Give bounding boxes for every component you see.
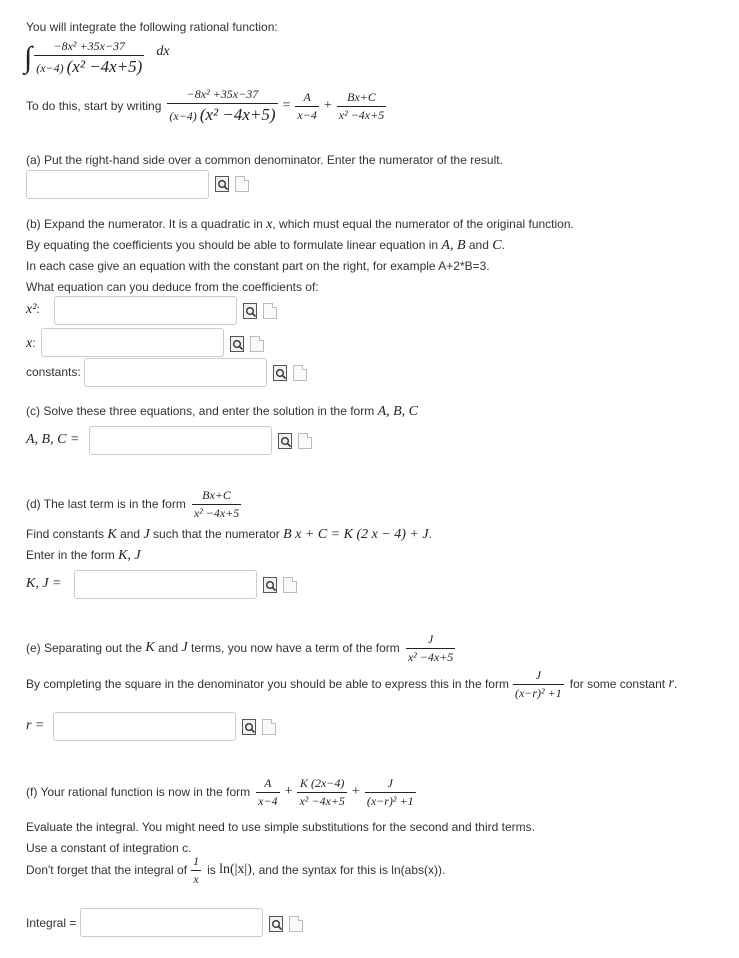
part-e-fraction-2 <box>513 668 564 701</box>
a-denominator: x−4 <box>297 107 317 122</box>
preview-icon[interactable] <box>273 365 287 381</box>
one-over-x-numerator: 1 <box>193 853 200 868</box>
part-d-line2-b: such that the numerator <box>153 527 280 541</box>
plus-sign: + <box>284 784 293 799</box>
part-f-line1 <box>26 772 418 812</box>
part-d-fraction <box>192 488 241 521</box>
x-label-text: x <box>26 336 33 351</box>
part-d-text: (d) The last term is in the form <box>26 497 186 511</box>
part-c-form: A, B, C <box>377 404 419 419</box>
x2-label <box>26 302 40 318</box>
part-f-term-2-numerator: K (2x−4) <box>299 775 345 790</box>
part-d-line2-end: . <box>428 527 432 541</box>
part-e-fraction-1 <box>406 632 455 665</box>
part-e-r: r <box>668 676 674 691</box>
preview-icon[interactable] <box>230 336 244 352</box>
part-d-j: J <box>143 527 150 542</box>
part-f-line2: Evaluate the integral. You might need to use simple substitutions for the second and third terms. <box>26 820 535 834</box>
constants-input[interactable] <box>84 358 267 387</box>
constants-label: constants: <box>26 365 81 379</box>
bc-fraction <box>337 90 386 123</box>
part-f-term-2 <box>297 776 346 809</box>
help-icon[interactable] <box>262 719 276 735</box>
part-e-numerator-1: J <box>427 631 434 646</box>
preview-icon[interactable] <box>269 916 283 932</box>
part-f-text: (f) Your rational function is now in the form <box>26 785 251 799</box>
part-e-numerator-2: J <box>535 667 541 682</box>
x2-icons <box>243 303 277 319</box>
preview-icon[interactable] <box>263 577 277 593</box>
part-e-line2-text: By completing the square in the denominator you should be able to express this in the form <box>26 677 509 691</box>
dx-symbol: dx <box>156 44 170 59</box>
plus-sign: + <box>351 784 360 799</box>
preview-icon[interactable] <box>243 303 257 319</box>
part-f-line4-c: , and the syntax for this is ln(abs(x)). <box>251 863 446 877</box>
part-d-icons <box>263 577 297 593</box>
x-coefficient-input[interactable] <box>41 328 224 357</box>
preview-icon[interactable] <box>242 719 256 735</box>
part-d-k: K <box>107 527 117 542</box>
part-c-label: A, B, C = <box>26 432 80 447</box>
a-fraction <box>295 90 318 123</box>
part-f-term-3 <box>365 776 416 809</box>
part-b-line2-end: . <box>501 238 505 252</box>
help-icon[interactable] <box>263 303 277 319</box>
part-b-line3: In each case give an equation with the constant part on the right, for example A+2*B=3. <box>26 259 490 273</box>
part-e-label: r = <box>26 718 45 733</box>
part-d-line3 <box>26 548 141 564</box>
lhs-denominator-b: (x² −4x+5) <box>199 105 276 124</box>
integrand-denominator-b: (x² −4x+5) <box>66 57 143 76</box>
part-b-line1-text: (b) Expand the numerator. It is a quadratic in <box>26 217 263 231</box>
part-a-icons <box>215 176 249 192</box>
part-e-denominator-2: (x−r)² +1 <box>514 685 562 700</box>
equals-sign: = <box>282 98 291 113</box>
bc-numerator: Bx+C <box>347 89 376 104</box>
x2-coefficient-input[interactable] <box>54 296 237 325</box>
plus-sign: + <box>323 98 332 113</box>
part-d-line2 <box>26 527 432 543</box>
part-e-denominator-1: x² −4x+5 <box>407 649 454 664</box>
part-d-line1 <box>26 486 243 522</box>
constants-icons <box>273 365 307 381</box>
x-colon: : <box>32 336 36 350</box>
part-f-line4 <box>26 855 445 885</box>
lhs-numerator: −8x² +35x−37 <box>186 87 259 101</box>
part-e-and: and <box>158 641 179 655</box>
part-c-icons <box>278 433 312 449</box>
preview-icon[interactable] <box>215 176 229 192</box>
part-b-var-c: C <box>492 238 502 253</box>
part-d-denominator: x² −4x+5 <box>193 505 240 520</box>
help-icon[interactable] <box>235 176 249 192</box>
part-d-line2-a: Find constants <box>26 527 105 541</box>
part-f-term-1 <box>256 776 279 809</box>
help-icon[interactable] <box>283 577 297 593</box>
part-d-line3-text: Enter in the form <box>26 548 115 562</box>
lhs-fraction <box>167 87 277 125</box>
part-b-line2 <box>26 238 505 254</box>
part-d-numerator: Bx+C <box>202 487 231 502</box>
intro-text: You will integrate the following rational function: <box>26 20 278 34</box>
part-e-text-a: (e) Separating out the <box>26 641 143 655</box>
part-f-line4-b: is <box>207 863 216 877</box>
part-e-icons <box>242 719 276 735</box>
x-label <box>26 336 36 352</box>
part-e-line2-end: for some constant <box>569 677 666 691</box>
part-b-vars-ab: A, B <box>441 238 466 253</box>
part-a-text: (a) Put the right-hand side over a common denominator. Enter the numerator of the result. <box>26 153 503 167</box>
help-icon[interactable] <box>298 433 312 449</box>
part-b-and: and <box>468 238 489 252</box>
start-text: To do this, start by writing <box>26 99 162 113</box>
part-c-text-main: (c) Solve these three equations, and enter the solution in the form <box>26 404 375 418</box>
part-c-text <box>26 404 418 420</box>
part-f-icons <box>269 916 303 932</box>
part-e-j: J <box>181 640 188 655</box>
x-icons <box>230 336 264 352</box>
part-a-input[interactable] <box>26 170 209 199</box>
help-icon[interactable] <box>250 336 264 352</box>
a-numerator: A <box>303 89 311 104</box>
part-b-line4: What equation can you deduce from the coefficients of: <box>26 280 319 294</box>
x2-label-text: x² <box>26 302 37 317</box>
part-b-line1 <box>26 217 574 233</box>
integrand-numerator: −8x² +35x−37 <box>53 39 126 53</box>
part-d-and: and <box>120 527 141 541</box>
part-d-form: K, J <box>118 548 141 563</box>
part-b-var-x: x <box>266 217 273 232</box>
part-e-line2: By completing the square in the denominator you should be able to express this in the form $\frac{J}{\text{(x−r)² +1}}$ for some constant r . <box>26 667 678 700</box>
integral-input[interactable] <box>80 908 263 937</box>
abc-input[interactable] <box>89 426 272 455</box>
part-d-equation: B x + C = K (2 x − 4) + J <box>283 527 429 542</box>
integral-sign: ∫ <box>24 41 33 74</box>
part-f-one-over-x <box>191 854 201 887</box>
r-input[interactable] <box>53 712 236 741</box>
part-e-k: K <box>145 640 155 655</box>
part-b-line2-text: By equating the coefficients you should be able to formulate linear equation in <box>26 238 439 252</box>
integral-expression <box>24 36 170 80</box>
part-f-term-1-numerator: A <box>264 775 272 790</box>
help-icon[interactable] <box>293 365 307 381</box>
partial-fraction-setup <box>26 86 388 126</box>
part-d-label: K, J = <box>26 576 62 591</box>
lhs-denominator-a: (x−4) <box>169 109 197 123</box>
part-f-line4-a: Don't forget that the integral of <box>26 863 188 877</box>
part-f-term-1-denominator: x−4 <box>258 793 278 808</box>
part-f-term-3-denominator: (x−r)² +1 <box>366 793 414 808</box>
part-e-text-b: terms, you now have a term of the form <box>191 641 400 655</box>
one-over-x-denominator: x <box>193 871 199 886</box>
help-icon[interactable] <box>289 916 303 932</box>
part-f-line3: Use a constant of integration c. <box>26 841 192 855</box>
part-f-term-3-numerator: J <box>387 775 393 790</box>
part-f-term-2-denominator: x² −4x+5 <box>299 793 345 808</box>
kj-input[interactable] <box>74 570 257 599</box>
preview-icon[interactable] <box>278 433 292 449</box>
part-f-ln: ln(|x|) <box>219 862 252 877</box>
integrand-fraction <box>34 39 144 77</box>
bc-denominator: x² −4x+5 <box>338 107 385 122</box>
part-e-line1 <box>26 630 457 666</box>
x2-colon: : <box>36 302 40 316</box>
integral-label: Integral = <box>26 916 77 930</box>
integrand-denominator-a: (x−4) <box>36 61 64 75</box>
part-b-line1-end: , which must equal the numerator of the original function. <box>272 217 574 231</box>
